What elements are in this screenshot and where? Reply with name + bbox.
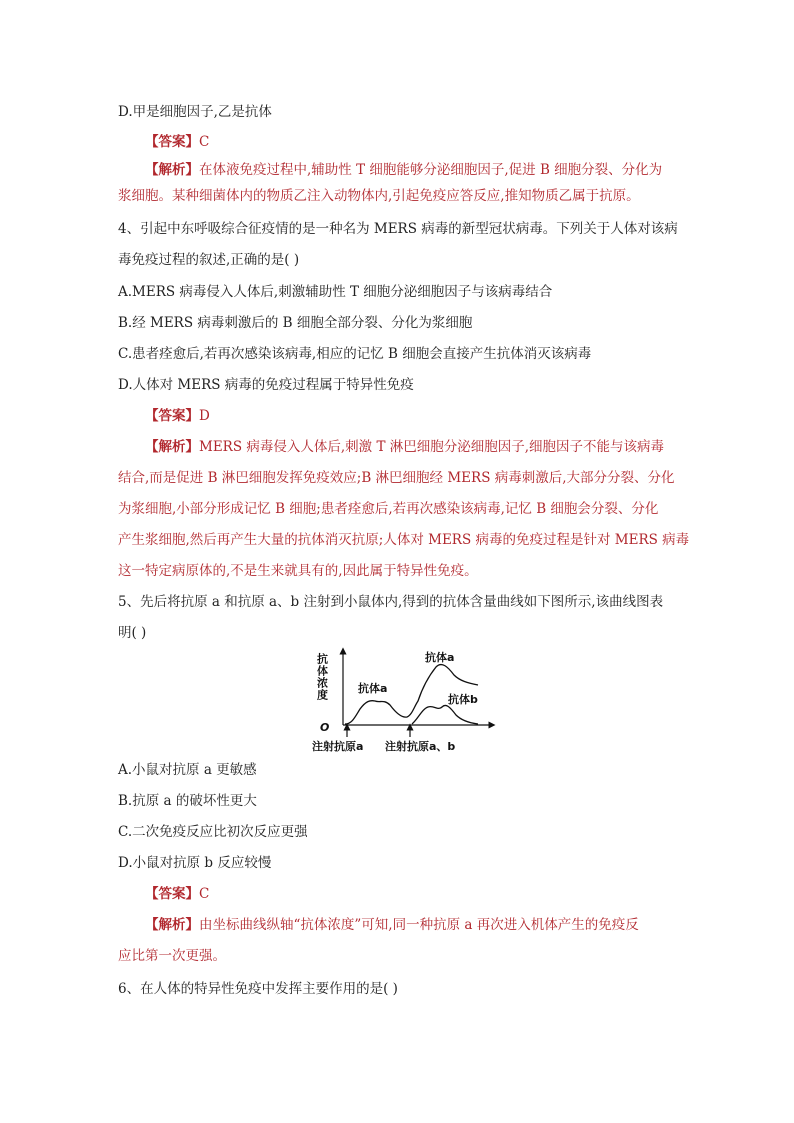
explanation-tag: 【解析】	[145, 162, 199, 178]
q4-stem-line-2: 毒免疫过程的叙述,正确的是( )	[118, 252, 300, 268]
q4-option-b: B.经 MERS 病毒刺激后的 B 细胞全部分裂、分化为浆细胞	[118, 315, 473, 331]
q5-option-a: A.小鼠对抗原 a 更敏感	[118, 762, 257, 778]
origin-label: O	[320, 721, 330, 734]
answer-tag: 【答案】	[145, 886, 199, 902]
q4-explanation-line-5: 这一特定病原体的,不是生来就具有的,因此属于特异性免疫。	[118, 563, 478, 579]
q5-explanation-line-2: 应比第一次更强。	[118, 948, 226, 964]
q6-stem-line-1: 6、在人体的特异性免疫中发挥主要作用的是( )	[118, 981, 398, 997]
injection-label-1: 注射抗原a	[312, 740, 364, 753]
curve-antibody-b	[412, 705, 478, 724]
q4-explanation-line-2: 结合,而是促进 B 淋巴细胞发挥免疫效应;B 淋巴细胞经 MERS 病毒刺激后,大部分分裂、分化	[118, 470, 675, 486]
q5-option-c: C.二次免疫反应比初次反应更强	[118, 824, 308, 840]
q3-option-d: D.甲是细胞因子,乙是抗体	[118, 104, 272, 120]
answer-value: C	[199, 134, 210, 150]
q4-option-d: D.人体对 MERS 病毒的免疫过程属于特异性免疫	[118, 377, 414, 393]
curve-label-antibody-b: 抗体b	[448, 693, 478, 706]
answer-value: C	[199, 886, 210, 902]
answer-tag: 【答案】	[145, 134, 199, 150]
q5-explanation-line-1: 【解析】由坐标曲线纵轴“抗体浓度”可知,同一种抗原 a 再次进入机体产生的免疫反	[145, 917, 639, 933]
q5-option-b: B.抗原 a 的破坏性更大	[118, 793, 257, 809]
y-axis-label: 抗体浓度	[315, 653, 329, 701]
q3-answer	[145, 132, 209, 152]
q5-stem-line-1: 5、先后将抗原 a 和抗原 a、b 注射到小鼠体内,得到的抗体含量曲线如下图所示,该曲线图表	[118, 594, 664, 610]
q3-explanation-line-1: 【解析】在体液免疫过程中,辅助性 T 细胞能够分泌细胞因子,促进 B 细胞分裂、分化为	[145, 162, 663, 178]
q5-option-d: D.小鼠对抗原 b 反应较慢	[118, 855, 272, 871]
curve-label-antibody-a-second: 抗体a	[425, 651, 455, 664]
q4-explanation-line-4: 产生浆细胞,然后再产生大量的抗体消灭抗原;人体对 MERS 病毒的免疫过程是针对 MERS 病毒	[118, 532, 690, 548]
q3-explanation-line-2: 浆细胞。某种细菌体内的物质乙注入动物体内,引起免疫应答反应,推知物质乙属于抗原。	[118, 188, 640, 204]
answer-tag: 【答案】	[145, 408, 199, 424]
explanation-tag: 【解析】	[145, 439, 199, 455]
q4-explanation-line-3: 为浆细胞,小部分形成记忆 B 细胞;患者痊愈后,若再次感染该病毒,记忆 B 细胞会分裂、分化	[118, 501, 659, 517]
q4-option-c: C.患者痊愈后,若再次感染该病毒,相应的记忆 B 细胞会直接产生抗体消灭该病毒	[118, 346, 592, 362]
q5-stem-line-2: 明( )	[118, 625, 147, 641]
q4-option-a: A.MERS 病毒侵入人体后,刺激辅助性 T 细胞分泌细胞因子与该病毒结合	[118, 284, 553, 300]
curve-label-antibody-a-first: 抗体a	[358, 682, 388, 695]
explanation-tag: 【解析】	[145, 917, 199, 933]
antibody-concentration-figure	[300, 645, 500, 755]
q4-stem-line-1: 4、引起中东呼吸综合征疫情的是一种名为 MERS 病毒的新型冠状病毒。下列关于人体对该病	[118, 221, 678, 237]
q4-explanation-line-1: 【解析】MERS 病毒侵入人体后,刺激 T 淋巴细胞分泌细胞因子,细胞因子不能与该病毒	[145, 439, 665, 455]
q5-answer	[145, 884, 209, 904]
antibody-curve-graph	[300, 645, 500, 755]
answer-value: D	[199, 408, 210, 424]
q4-answer	[145, 406, 210, 426]
injection-label-2: 注射抗原a、b	[385, 740, 456, 753]
